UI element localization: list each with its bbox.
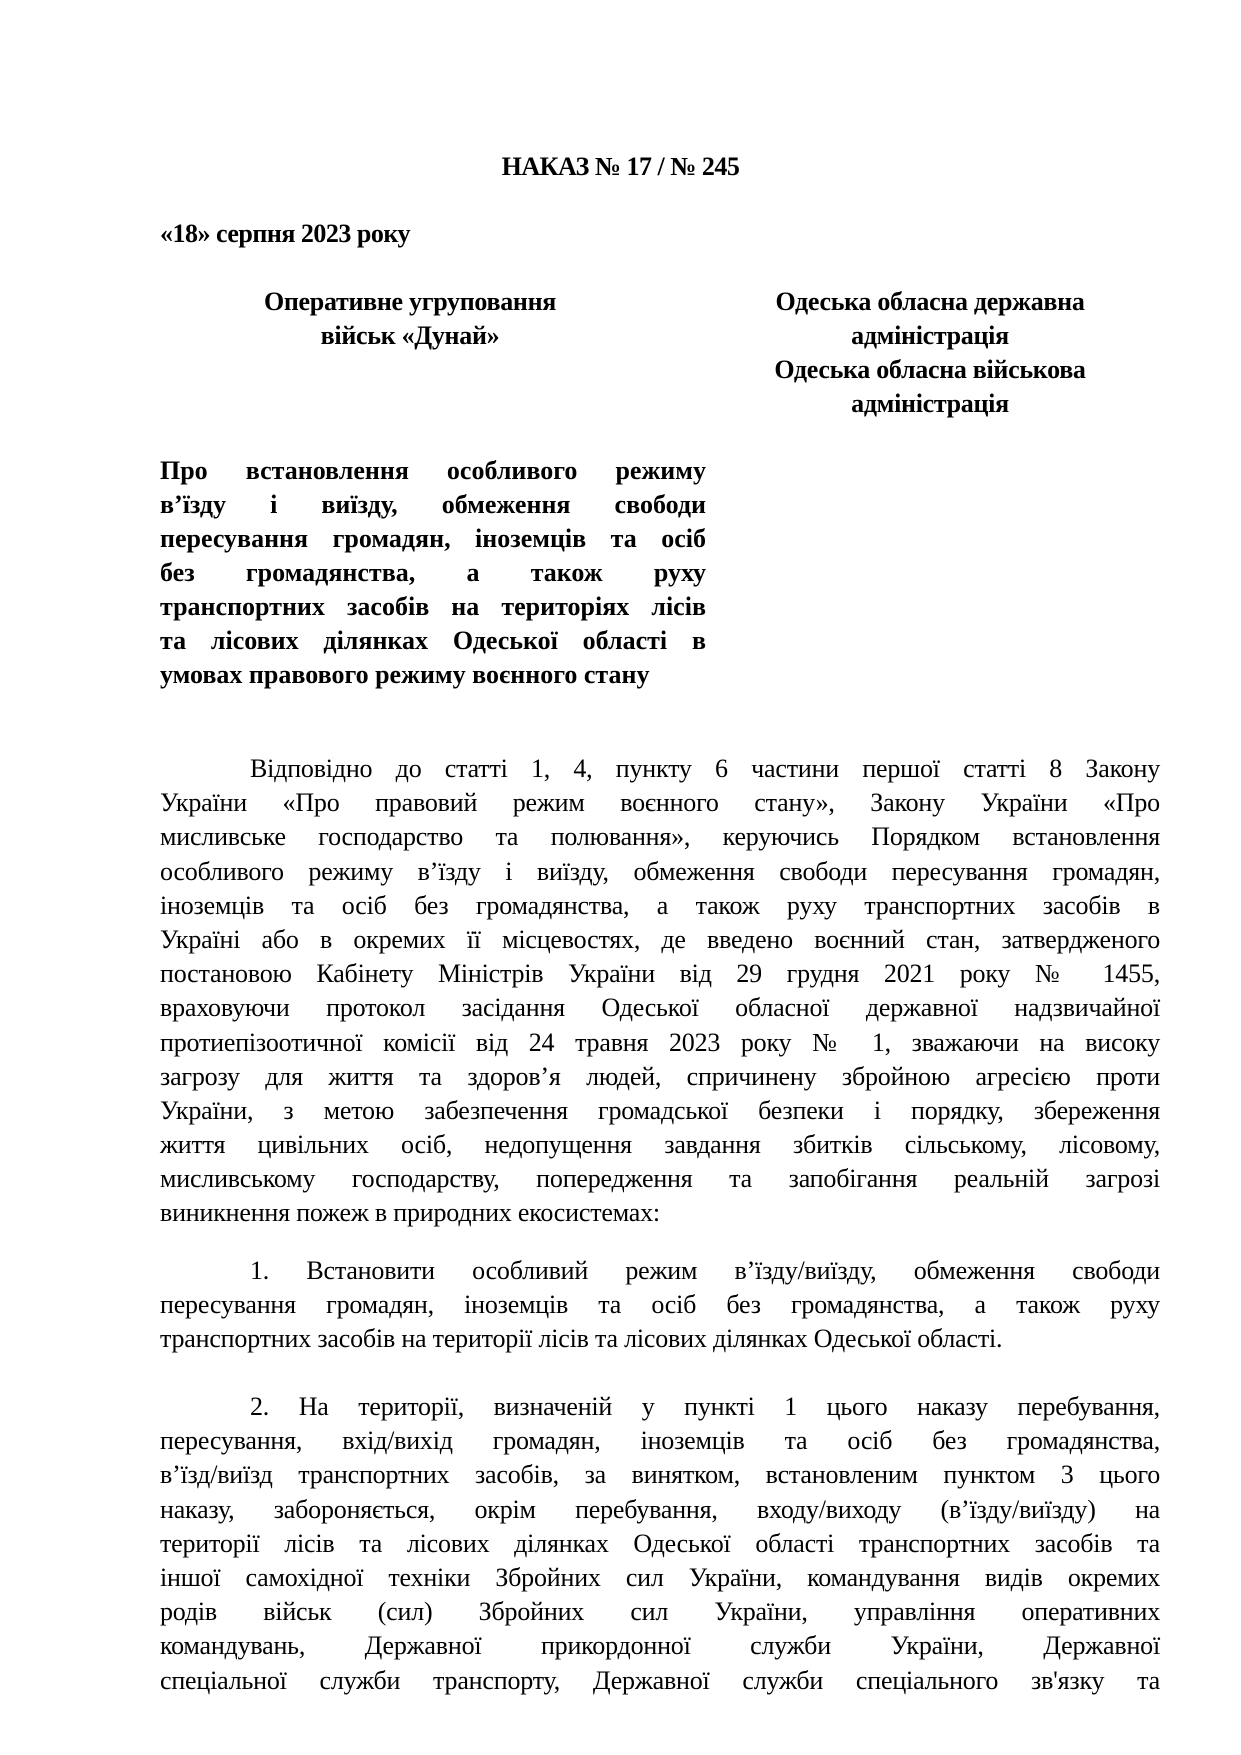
subject-line: та лісових ділянках Одеської області в <box>160 626 706 655</box>
issuer-line: Оперативне угруповання <box>263 287 557 316</box>
subject-line: в’їзду і виїзду, обмеження свободи <box>160 490 706 519</box>
subject-line: умовах правового режиму воєнного стану <box>160 660 650 689</box>
issuer-administration <box>700 285 1160 421</box>
issuer-military <box>200 285 620 353</box>
paragraph-line: пересування громадян, іноземців та осіб без громадянства, а також руху <box>160 1290 1160 1320</box>
paragraph-line: враховуючи протокол засідання Одеської обласної державної надзвичайної <box>160 993 1160 1023</box>
paragraph-line: мисливське господарство та полювання», керуючись Порядком встановлення <box>160 822 1160 852</box>
order-item-1 <box>160 1254 1160 1357</box>
issuer-line: Одеська обласна державна <box>775 287 1085 316</box>
paragraph-line: пересування, вхід/вихід громадян, іноземців та осіб без громадянства, <box>160 1426 1160 1456</box>
issuer-line: військ «Дунай» <box>320 321 500 350</box>
paragraph-line: мисливському господарству, попередження та запобігання реальній загрозі <box>160 1164 1160 1194</box>
paragraph-line: 2. На території, визначеній у пункті 1 цього наказу перебування, <box>250 1392 1160 1421</box>
preamble-paragraph <box>160 752 1160 1231</box>
paragraph-line: транспортних засобів на території лісів та лісових ділянках Одеської області. <box>160 1324 1003 1354</box>
paragraph-line: спеціальної служби транспорту, Державної служби спеціального зв'язку та <box>160 1665 1160 1695</box>
issuer-line: Одеська обласна військова <box>774 355 1086 384</box>
paragraph-line: виникнення пожеж в природних екосистемах: <box>160 1198 660 1228</box>
paragraph-line: родів військ (сил) Збройних сил України, управління оперативних <box>160 1597 1160 1627</box>
paragraph-line: території лісів та лісових ділянках Одеської області транспортних засобів та <box>160 1528 1160 1558</box>
subject-line: Про встановлення особливого режиму <box>160 456 706 485</box>
paragraph-line: життя цивільних осіб, недопущення завдання збитків сільському, лісовому, <box>160 1130 1160 1160</box>
paragraph-line: в’їзд/виїзд транспортних засобів, за винятком, встановленим пунктом 3 цього <box>160 1460 1160 1490</box>
paragraph-line: постановою Кабінету Міністрів України від 29 грудня 2021 року № 1455, <box>160 959 1160 989</box>
issuer-line: адміністрація <box>851 389 1009 418</box>
order-title: НАКАЗ № 17 / № 245 <box>501 152 740 181</box>
paragraph-line: загрозу для життя та здоров’я людей, спричинену збройною агресією проти <box>160 1061 1160 1091</box>
paragraph-line: особливого режиму в’їзду і виїзду, обмеження свободи пересування громадян, <box>160 856 1160 886</box>
paragraph-line: Відповідно до статті 1, 4, пункту 6 частини першої статті 8 Закону <box>250 754 1160 783</box>
issuer-line: адміністрація <box>851 321 1009 350</box>
paragraph-line: Україні або в окремих її місцевостях, де введено воєнний стан, затвердженого <box>160 924 1160 954</box>
paragraph-line: України «Про правовий режим воєнного стану», Закону України «Про <box>160 788 1160 818</box>
paragraph-line: іноземців та осіб без громадянства, а також руху транспортних засобів в <box>160 890 1160 920</box>
paragraph-line: 1. Встановити особливий режим в’їзду/виїзду, обмеження свободи <box>250 1256 1160 1285</box>
order-item-2 <box>160 1390 1160 1698</box>
paragraph-line: командувань, Державної прикордонної служби України, Державної <box>160 1631 1160 1661</box>
paragraph-line: протиепізоотичної комісії від 24 травня 2023 року № 1, зважаючи на високу <box>160 1027 1160 1057</box>
order-date: «18» серпня 2023 року <box>160 219 410 248</box>
subject-line: пересування громадян, іноземців та осіб <box>160 524 706 553</box>
subject-line: без громадянства, а також руху <box>160 558 706 587</box>
subject-line: транспортних засобів на територіях лісів <box>160 592 706 621</box>
paragraph-line: України, з метою забезпечення громадської безпеки і порядку, збереження <box>160 1095 1160 1125</box>
order-subject <box>160 454 706 692</box>
paragraph-line: наказу, забороняється, окрім перебування, входу/виходу (в’їзду/виїзду) на <box>160 1494 1160 1524</box>
paragraph-line: іншої самохідної техніки Збройних сил України, командування видів окремих <box>160 1562 1160 1592</box>
